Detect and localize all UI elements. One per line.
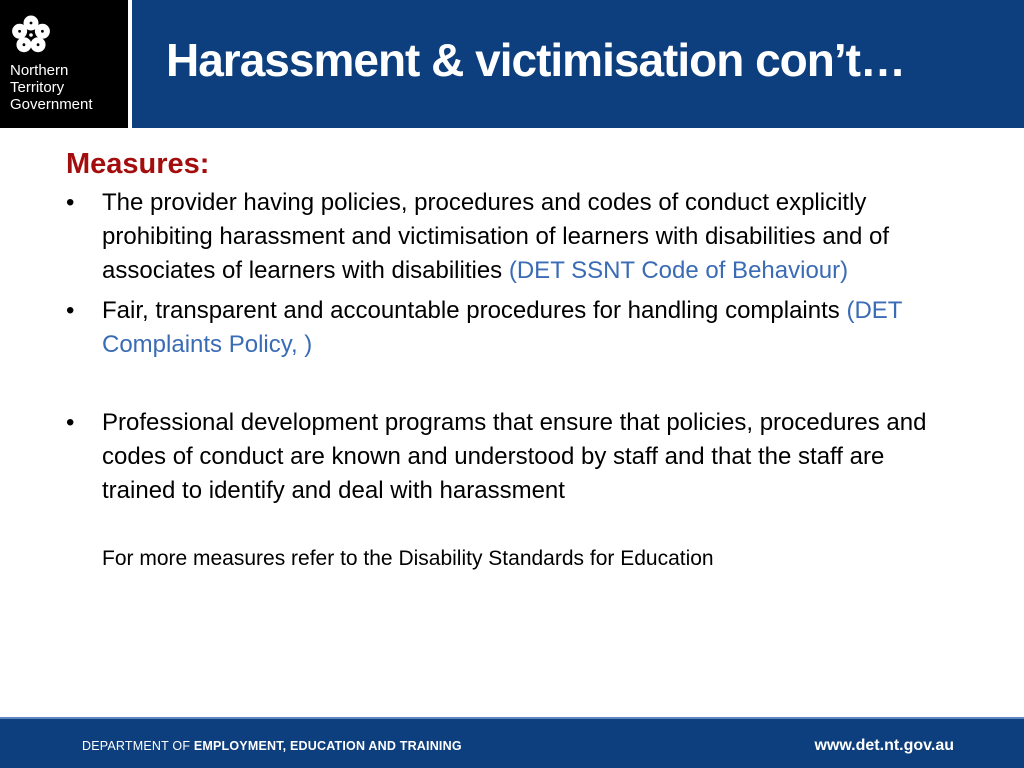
bullet-item-complaints xyxy=(66,294,946,362)
slide-title: Harassment & victimisation con’t… xyxy=(166,34,905,86)
slide-header xyxy=(0,0,1024,128)
more-measures-note: For more measures refer to the Disability Standards for Education xyxy=(102,547,714,570)
header-divider xyxy=(128,0,132,128)
bullet-reference: (DET Complaints Policy, ) xyxy=(102,297,903,358)
department-prefix: DEPARTMENT OF xyxy=(82,739,194,753)
spacer xyxy=(66,362,946,406)
slide-footer xyxy=(0,717,1024,768)
bullet-item-policies xyxy=(66,186,946,288)
logo-line-2: Territory xyxy=(10,79,65,96)
flower-emblem-icon xyxy=(10,14,52,56)
bullet-text: Professional development programs that ensure that policies, procedures and codes of conduct are known and understood by staff and that the staff are trained to identify and deal with harassment xyxy=(102,409,927,504)
department-name xyxy=(82,739,462,753)
bullet-item-professional-development xyxy=(66,406,946,508)
logo-line-3: Government xyxy=(10,96,93,113)
logo-line-1: Northern xyxy=(10,62,69,79)
bullet-reference: (DET SSNT Code of Behaviour) xyxy=(508,257,849,284)
nt-government-logo xyxy=(0,0,128,128)
bullet-marker: • xyxy=(66,189,75,216)
measures-list xyxy=(66,186,946,508)
bullet-marker: • xyxy=(66,297,75,324)
section-heading: Measures: xyxy=(66,148,210,180)
department-title: EMPLOYMENT, EDUCATION AND TRAINING xyxy=(193,739,462,753)
logo-wordmark xyxy=(10,62,125,113)
bullet-text: Fair, transparent and accountable procedures for handling complaints xyxy=(102,297,847,324)
website-url: www.det.nt.gov.au xyxy=(814,737,954,754)
slide-body xyxy=(66,144,946,574)
bullet-marker: • xyxy=(66,409,75,436)
bullet-text: The provider having policies, procedures and codes of conduct explicitly prohibiting harassment and victimisation of learners with disabilities and of associates of learners with disabilities xyxy=(102,189,890,284)
